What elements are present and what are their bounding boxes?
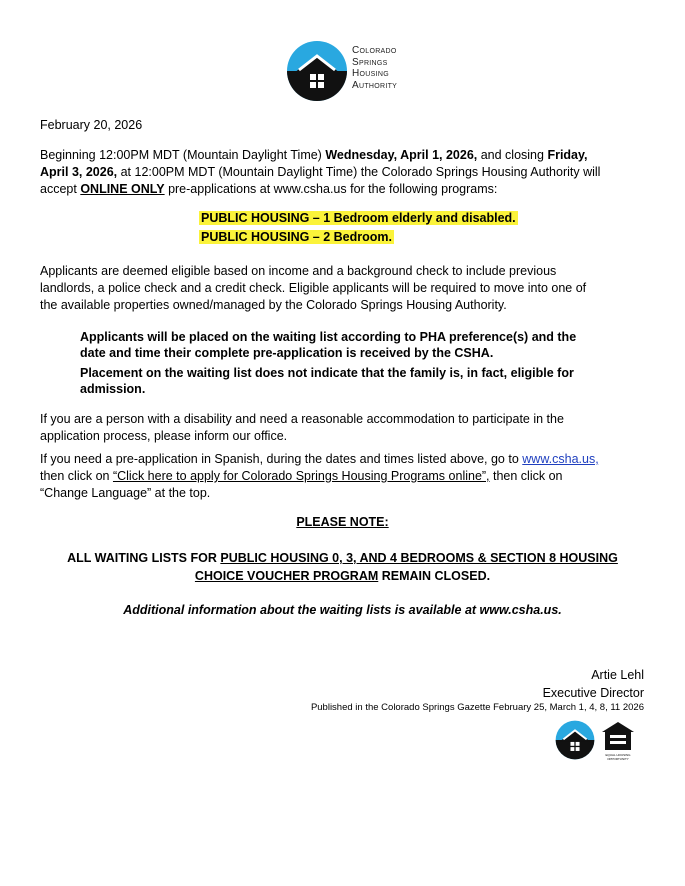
waiting-list-note-2: Placement on the waiting list does not indicate that the family is, in fact, eligible for admission. xyxy=(80,366,574,396)
disability-paragraph: If you are a person with a disability and need a reasonable accommodation to participate in the application process, please inform our office. xyxy=(40,412,564,443)
signatory-name: Artie Lehl xyxy=(591,668,644,682)
csha-logo xyxy=(286,40,406,102)
program-list xyxy=(199,209,518,246)
csha-footer-logo-icon xyxy=(555,720,595,760)
publication-note: Published in the Colorado Springs Gazette February 25, March 1, 4, 8, 11 2026 xyxy=(310,702,644,713)
closed-lists-notice: ALL WAITING LISTS FOR PUBLIC HOUSING 0, 3, AND 4 BEDROOMS & SECTION 8 HOUSING CHOICE VOUCHER PROGRAM REMAIN CLOSED. xyxy=(67,551,618,583)
please-note-heading: PLEASE NOTE: xyxy=(296,515,389,529)
program-item: PUBLIC HOUSING – 2 Bedroom. xyxy=(201,230,392,244)
apply-online-link[interactable]: “Click here to apply for Colorado Springs Housing Programs online”, xyxy=(112,469,490,483)
logo-wordmark: Colorado Springs Housing Authority xyxy=(352,45,398,91)
csha-website-link[interactable]: www.csha.us, xyxy=(522,452,599,466)
waiting-list-note-1: Applicants will be placed on the waiting list according to PHA preference(s) and the date and time their complete pre-application is received by the CSHA. xyxy=(80,330,577,360)
eligibility-paragraph: Applicants are deemed eligible based on income and a background check to include previous landlords, a police check and a credit check. Eligible applicants will be required to move into one of the available properties owned/managed by the Colorado Springs Housing Authority. xyxy=(40,264,587,312)
signatory-title: Executive Director xyxy=(542,686,644,700)
eho-text: EQUAL HOUSING OPPORTUNITY xyxy=(605,753,631,761)
intro-paragraph: Beginning 12:00PM MDT (Mountain Daylight Time) Wednesday, April 1, 2026, and closing Friday, April 3, 2026, at 12:00PM MDT (Mountain Daylight Time) the Colorado Springs Housing Authority will accept ONLINE ONLY pre-applications at www.csha.us for the following programs: xyxy=(40,148,601,196)
equal-housing-opportunity-icon xyxy=(600,720,636,752)
additional-info: Additional information about the waiting lists is available at www.csha.us. xyxy=(123,603,562,617)
spanish-paragraph: If you need a pre-application in Spanish, during the dates and times listed above, go to www.csha.us, then click on “Click here to apply for Colorado Springs Housing Programs online”, then click on “Change Language” at the top. xyxy=(40,452,599,500)
letter-date: February 20, 2026 xyxy=(40,118,143,132)
equal-housing-logo xyxy=(600,720,636,762)
program-item: PUBLIC HOUSING – 1 Bedroom elderly and disabled. xyxy=(201,211,516,225)
csha-house-logo-icon xyxy=(286,40,348,102)
